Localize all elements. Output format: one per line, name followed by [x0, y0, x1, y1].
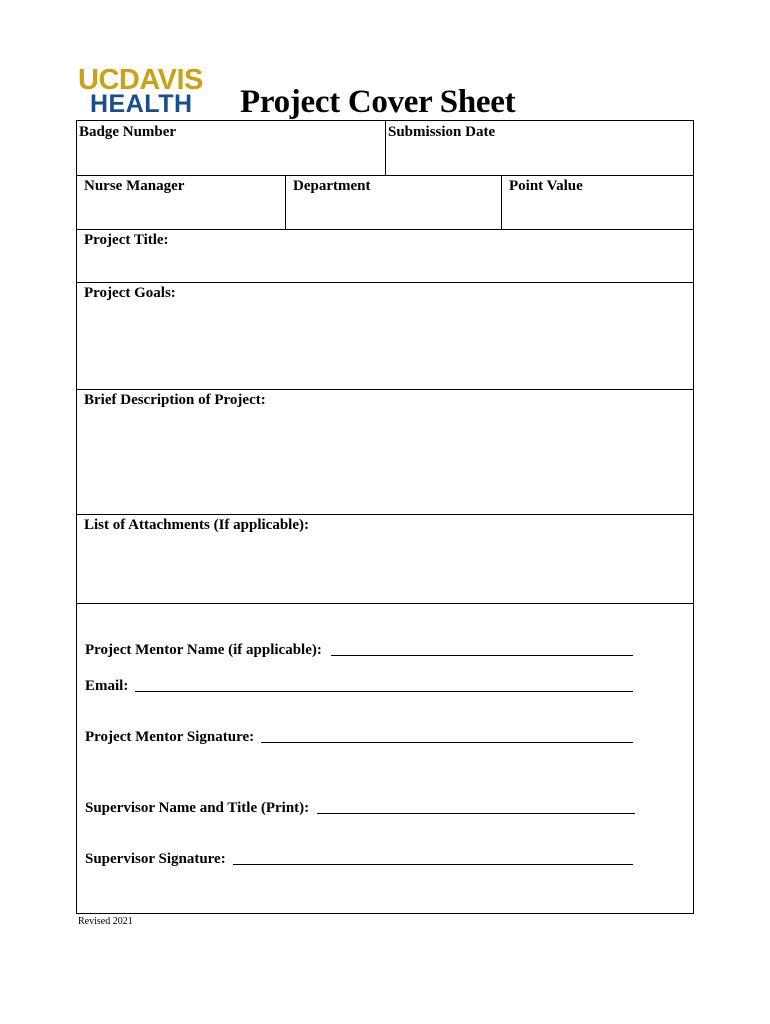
supervisor-name-label: Supervisor Name and Title (Print):	[85, 800, 310, 816]
brief-description-label: Brief Description of Project:	[84, 392, 266, 408]
supervisor-signature-label: Supervisor Signature:	[85, 851, 226, 867]
page-title: Project Cover Sheet	[240, 84, 516, 120]
row-manager-department-points	[77, 176, 693, 230]
badge-number-field[interactable]	[77, 121, 386, 175]
cover-sheet-form	[76, 120, 694, 914]
email-label: Email:	[85, 678, 129, 694]
supervisor-signature-line[interactable]	[233, 864, 633, 865]
nurse-manager-label: Nurse Manager	[84, 178, 185, 194]
logo-health-text: HEALTH	[90, 90, 193, 118]
nurse-manager-field[interactable]	[77, 176, 286, 229]
revision-note: Revised 2021	[78, 916, 133, 927]
supervisor-name-line[interactable]	[317, 813, 635, 814]
brief-description-field[interactable]	[77, 390, 693, 515]
point-value-field[interactable]	[502, 176, 693, 229]
mentor-signature-label: Project Mentor Signature:	[85, 729, 255, 745]
project-title-field[interactable]	[77, 230, 693, 283]
badge-number-label: Badge Number	[79, 124, 177, 140]
submission-date-field[interactable]	[386, 121, 693, 175]
project-goals-field[interactable]	[77, 283, 693, 390]
department-field[interactable]	[286, 176, 502, 229]
row-badge-submission	[77, 121, 693, 176]
department-label: Department	[293, 178, 371, 194]
uc-davis-health-logo	[78, 64, 203, 118]
submission-date-label: Submission Date	[388, 124, 496, 140]
project-title-label: Project Title:	[84, 232, 169, 248]
email-line[interactable]	[135, 691, 633, 692]
logo-uc-text: UC	[78, 64, 119, 96]
point-value-label: Point Value	[509, 178, 583, 194]
attachments-label: List of Attachments (If applicable):	[84, 517, 309, 533]
project-goals-label: Project Goals:	[84, 285, 176, 301]
mentor-name-label: Project Mentor Name (if applicable):	[85, 642, 322, 658]
logo-davis-text: DAVIS	[118, 64, 203, 96]
mentor-signature-line[interactable]	[261, 742, 633, 743]
mentor-name-line[interactable]	[331, 655, 633, 656]
attachments-field[interactable]	[77, 515, 693, 604]
